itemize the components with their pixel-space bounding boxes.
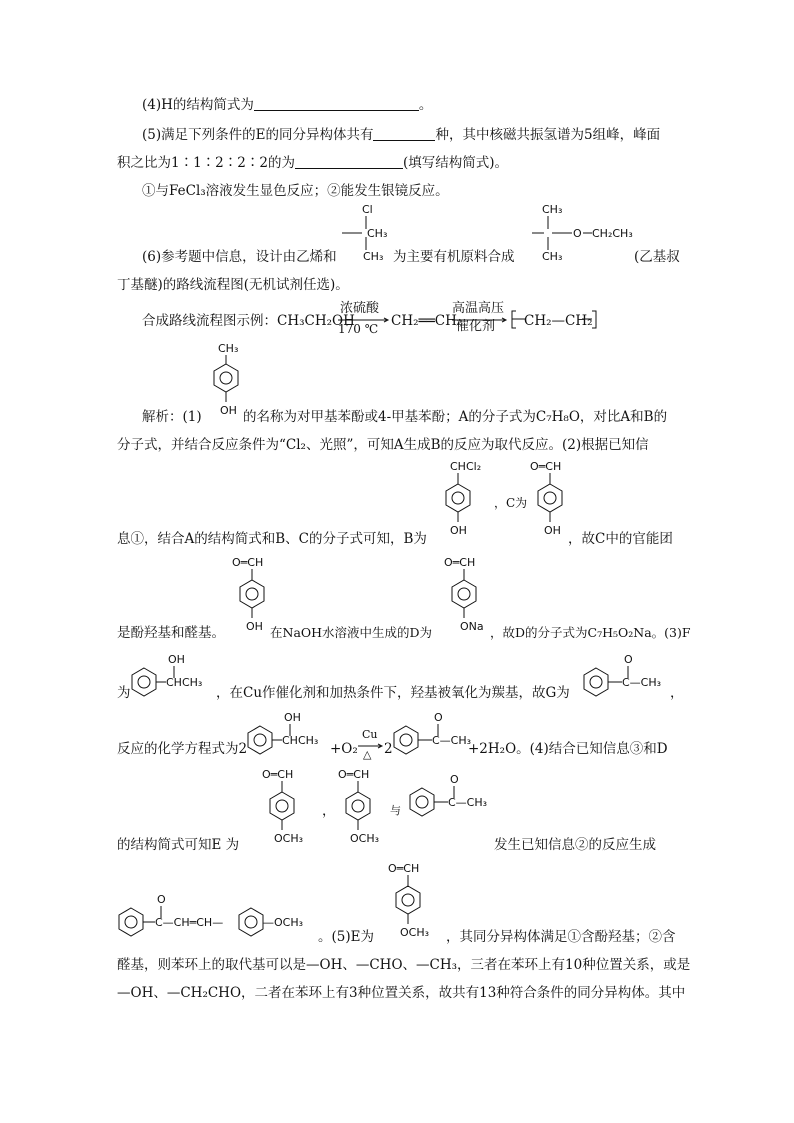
chem-ch3-bottom: CH₃ (363, 250, 384, 263)
q5-part2: 种，其中核磁共振氢谱为5组峰，峰面 (435, 127, 661, 143)
chem-cho-e3: O═CH (388, 862, 420, 875)
equation-arrow (358, 744, 386, 750)
chem-och3-e3: OCH₃ (400, 926, 430, 939)
analysis-l6a: 为 (117, 685, 131, 701)
chem-chcl2: CHCl₂ (450, 460, 482, 473)
chem-oh-c: OH (544, 524, 561, 537)
chem-chch3-f: CHCH₃ (166, 676, 203, 689)
q5-conditions: ①与FeCl₃溶液发生显色反应；②能发生银镜反应。 (142, 183, 449, 199)
q5-part1: (5)满足下列条件的E的同分异构体共有 (142, 127, 374, 143)
analysis-l4b: ，故C中的官能团 (568, 531, 673, 547)
chem-ona-d: ONa (460, 620, 484, 633)
chem-o-ch: O (157, 893, 166, 906)
arrow-delta: △ (363, 748, 372, 761)
compound-e-structure-1 (258, 768, 328, 858)
analysis-l5a: 是酚羟基和醛基。 (117, 625, 225, 641)
chem-cho-c2: O═CH (232, 556, 264, 569)
q6-mid: CH₂══CH₂ (391, 313, 463, 329)
analysis-l5b: 在NaOH水溶液中生成的D为 (270, 625, 433, 640)
arrow1-bottom: 170 ℃ (338, 322, 379, 336)
analysis-l11: —OH、—CH₂CHO，二者在苯环上有3种位置关系，故共有13种符合条件的同分异构体。其中 (117, 985, 686, 1001)
q6-end: CH₂—CH₂ (524, 313, 593, 329)
chem-chch3-eq: CHCH₃ (282, 734, 319, 747)
chem-cl: Cl (362, 203, 373, 216)
analysis-l6c: ， (670, 685, 684, 701)
q6-line1c: (乙基叔 (634, 249, 680, 265)
analysis-l4a: 息①，结合A的结构简式和B、C的分子式可知，B为 (117, 531, 427, 547)
q5-line2 (117, 154, 508, 172)
compound-f-structure (130, 652, 220, 702)
analysis-l6b: ，在Cu作催化剂和加热条件下，羟基被氧化为羰基，故G为 (216, 685, 570, 701)
chem-cho-e1: O═CH (262, 768, 294, 781)
chem-oh-f: OH (168, 653, 185, 666)
analysis-l9a: 。(5)E为 (318, 929, 374, 945)
chem-o-g: O (624, 653, 633, 666)
analysis-l9b: ，其同分异构体满足①含酚羟基；②含 (446, 929, 676, 945)
compound-b-structure (440, 460, 500, 546)
chem-oh-cresol: OH (220, 404, 237, 417)
q6-example-label: 合成路线流程图示例：CH₃CH₂OH (142, 313, 355, 329)
chem-och3-tail: —OCH₃ (263, 916, 304, 929)
chem-cho-d: O═CH (444, 556, 476, 569)
ethyl-tert-butyl-ether-structure (530, 202, 640, 264)
q6-line1b: 为主要有机原料合成 (393, 249, 515, 265)
chem-o: O (573, 227, 582, 240)
q4-answer-blank[interactable] (254, 96, 419, 111)
analysis-l10: 醛基，则苯环上的取代基可以是—OH、—CHO、—CH₃，三者在苯环上有10种位置关系，或是 (117, 957, 691, 973)
chem-oh-b: OH (450, 524, 467, 537)
arrow-cu: Cu (362, 728, 378, 741)
chem-cch3-ac: C—CH₃ (448, 796, 488, 809)
analysis-l7b: +O₂ (330, 741, 358, 757)
acetophenone-structure (408, 772, 508, 822)
chem-ch3-low: CH₃ (542, 250, 563, 263)
chem-och3-e1: OCH₃ (274, 832, 304, 845)
q5-count-blank[interactable] (373, 126, 435, 141)
chem-cch3-g: C—CH₃ (622, 676, 662, 689)
q5-part3: 积之比为1∶1∶2∶2∶2的为 (117, 155, 295, 171)
analysis-l7d: +2H₂O。(4)结合已知信息③和D (468, 741, 668, 757)
analysis-l8b: 发生已知信息②的反应生成 (494, 837, 656, 853)
analysis-comma: ， (322, 803, 336, 819)
arrow2-top: 高温高压 (452, 301, 505, 316)
chalcone-structure (117, 892, 327, 942)
analysis-l7c: 2 (384, 741, 393, 757)
chem-oh-eq: OH (284, 711, 301, 724)
chem-ch3-right: CH₃ (367, 227, 388, 240)
compound-g-structure (582, 652, 672, 702)
tert-butyl-chloride-structure (334, 202, 394, 264)
q4-line (142, 96, 432, 114)
q6-line2: 丁基醚)的路线流程图(无机试剂任选)。 (117, 277, 349, 293)
analysis-yu: 与 (390, 804, 401, 817)
chem-chain: C—CH═CH— (155, 916, 224, 929)
chem-o-ac: O (450, 773, 459, 786)
chem-cho-c: O═CH (530, 460, 562, 473)
analysis-l1b: 的名称为对甲基苯酚或4-甲基苯酚；A的分子式为C₇H₈O，对比A和B的 (243, 409, 668, 425)
analysis-c-label: ，C为 (494, 496, 528, 510)
analysis-l7a: 反应的化学方程式为2 (117, 741, 248, 757)
analysis-l2: 分子式，并结合反应条件为“Cl₂、光照”，可知A生成B的反应为取代反应。(2)根据已知信 (117, 437, 649, 453)
q4-text: (4)H的结构简式为 (142, 97, 254, 113)
q5-structure-blank[interactable] (295, 154, 403, 169)
arrow2-bottom: 催化剂 (456, 319, 496, 334)
chem-cch3-eq: C—CH₃ (432, 734, 472, 747)
q4-end: 。 (418, 97, 433, 113)
chem-ch2ch3: CH₂CH₃ (592, 227, 633, 240)
equation-f-structure (246, 710, 336, 760)
arrow1 (338, 318, 392, 324)
q6-line1a: (6)参考题中信息，设计由乙烯和 (142, 249, 337, 265)
compound-e-structure-3 (384, 862, 454, 952)
analysis-l1a: 解析：(1) (142, 409, 202, 425)
q5-line1 (142, 126, 660, 144)
arrow1-top: 浓硫酸 (340, 301, 380, 316)
chem-ch3-top: CH₃ (542, 203, 563, 216)
arrow2 (452, 318, 510, 324)
chem-oh-c2: OH (246, 620, 263, 633)
analysis-l8a: 的结构简式可知E 为 (117, 837, 240, 853)
polymer-bracket-right (582, 308, 604, 332)
q5-part4: (填写结构简式)。 (402, 155, 508, 171)
chem-och3-e2: OCH₃ (350, 832, 380, 845)
chem-ch3-cresol: CH₃ (218, 342, 239, 355)
chem-o-eq: O (434, 711, 443, 724)
analysis-l5c: ，故D的分子式为C₇H₅O₂Na。(3)F (490, 625, 691, 640)
chem-cho-e2: O═CH (338, 768, 370, 781)
